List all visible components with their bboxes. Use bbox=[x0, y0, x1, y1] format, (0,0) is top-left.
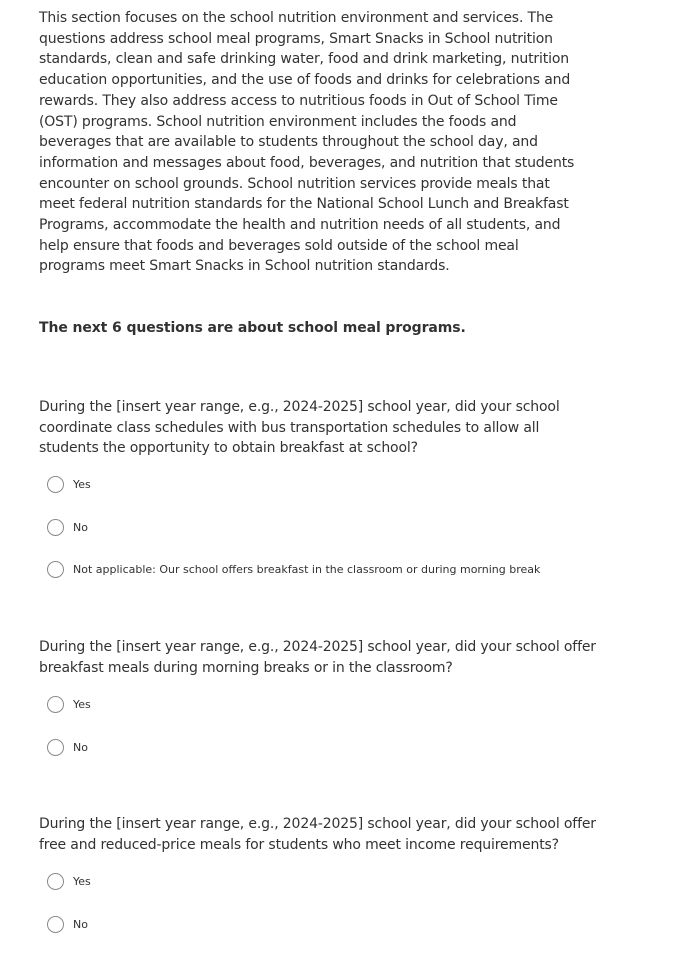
radio-button[interactable] bbox=[47, 476, 64, 493]
radio-button[interactable] bbox=[47, 561, 64, 578]
section-header: The next 6 questions are about school meal programs. bbox=[39, 320, 466, 336]
option-label: No bbox=[73, 917, 88, 931]
option-label: No bbox=[73, 520, 88, 534]
option-label: Yes bbox=[73, 874, 91, 888]
radio-button[interactable] bbox=[47, 739, 64, 756]
question-3-text: During the [insert year range, e.g., 2024-2025] school year, did your school offer free and reduced-price meals for students who meet income requirements? bbox=[39, 816, 596, 853]
question-1-option-not-applicable[interactable] bbox=[47, 558, 540, 580]
question-3-option-no[interactable] bbox=[47, 913, 88, 935]
option-label: Yes bbox=[73, 697, 91, 711]
radio-button[interactable] bbox=[47, 873, 64, 890]
question-3-option-yes[interactable] bbox=[47, 870, 91, 892]
question-1-text: During the [insert year range, e.g., 2024-2025] school year, did your school coordinate class schedules with bus transportation schedules to allow all students the opportunity to obtain breakfast at school? bbox=[39, 399, 560, 457]
question-2-option-yes[interactable] bbox=[47, 693, 91, 715]
section-intro-text: This section focuses on the school nutrition environment and services. The questions address school meal programs, Smart Snacks in School nutrition standards, clean and safe drinking water, food and drink marketing, nutrition education opportunities, and the use of foods and drinks for celebrations and rewards. They also address access to nutritious foods in Out of School Time (OST) programs. School nutrition environment includes the foods and beverages that are available to students throughout the school day, and information and messages about food, beverages, and nutrition that students encounter on school grounds. School nutrition services provide meals that meet federal nutrition standards for the National School Lunch and Breakfast Programs, accommodate the health and nutrition needs of all students, and help ensure that foods and beverages sold outside of the school meal programs meet Smart Snacks in School nutrition standards. bbox=[39, 10, 575, 275]
question-1-option-no[interactable] bbox=[47, 516, 88, 538]
option-label: Not applicable: Our school offers breakfast in the classroom or during morning break bbox=[73, 562, 541, 576]
option-label: Yes bbox=[73, 477, 91, 491]
radio-button[interactable] bbox=[47, 519, 64, 536]
question-2-option-no[interactable] bbox=[47, 736, 88, 758]
radio-button[interactable] bbox=[47, 916, 64, 933]
question-1-option-yes[interactable] bbox=[47, 473, 91, 495]
question-2-text: During the [insert year range, e.g., 2024-2025] school year, did your school offer breakfast meals during morning breaks or in the classroom? bbox=[39, 639, 596, 676]
radio-button[interactable] bbox=[47, 696, 64, 713]
option-label: No bbox=[73, 740, 88, 754]
